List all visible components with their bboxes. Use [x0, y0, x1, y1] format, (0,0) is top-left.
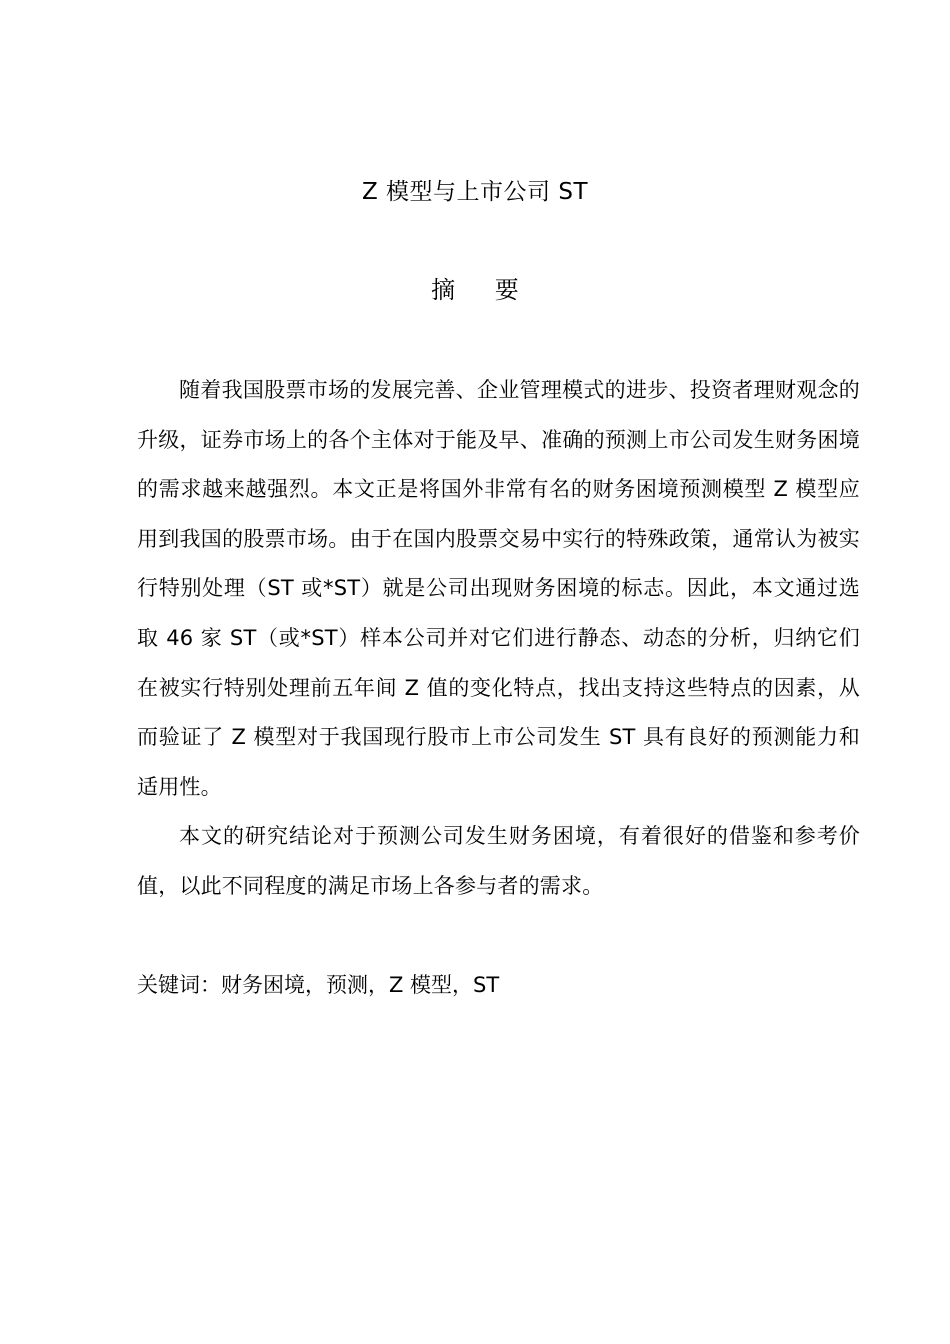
abstract-heading: 摘 要 — [431, 276, 535, 304]
keywords-line — [137, 965, 860, 1005]
document-title: Z 模型与上市公司 ST — [361, 179, 589, 205]
abstract-paragraph-2: 本文的研究结论对于预测公司发生财务困境，有着很好的借鉴和参考价值，以此不同程度的满足市场上各参与者的需求。 — [137, 824, 860, 898]
keywords-label: 关键词： — [137, 973, 221, 997]
keywords-value: 财务困境，预测，Z 模型，ST — [221, 973, 500, 997]
abstract-body — [137, 366, 860, 912]
abstract-paragraph-1: 随着我国股票市场的发展完善、企业管理模式的进步、投资者理财观念的升级，证券市场上的各个主体对于能及早、准确的预测上市公司发生财务困境的需求越来越强烈。本文正是将国外非常有名的财务困境预测模型 Z 模型应用到我国的股票市场。由于在国内股票交易中实行的特殊政策，通常认为被实行特别处理（ST 或*ST）就是公司出现财务困境的标志。因此，本文通过选取 46 家 ST（或*ST）样本公司并对它们进行静态、动态的分析，归纳它们在被实行特别处理前五年间 Z 值的变化特点，找出支持这些特点的因素，从而验证了 Z 模型对于我国现行股市上市公司发生 ST 具有良好的预测能力和适用性。 — [137, 378, 860, 799]
